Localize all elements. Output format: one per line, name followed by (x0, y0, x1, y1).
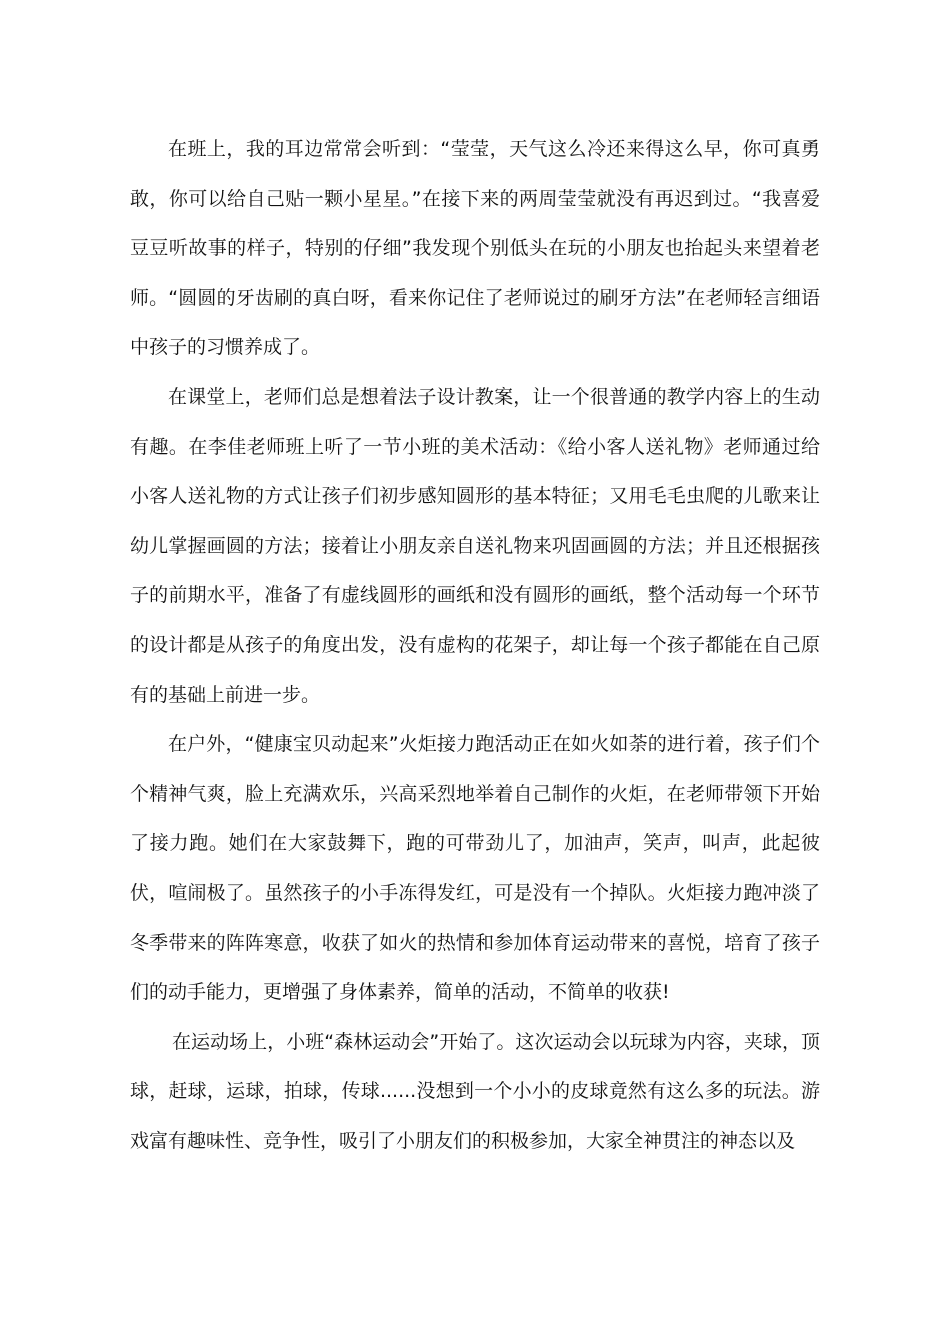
paragraph-forest-sports-meet: 在运动场上，小班“森林运动会”开始了。这次运动会以玩球为内容，夹球，顶球，赶球，运球，拍球，传球......没想到一个小小的皮球竟然有这么多的玩法。游戏富有趣味性、竞争性，吸引了小朋友们的积极参加，大家全神贯注的神态以及 (130, 1030, 820, 1152)
document-body (130, 125, 820, 1166)
paragraph-classroom-teaching: 在课堂上，老师们总是想着法子设计教案，让一个很普通的教学内容上的生动有趣。在李佳老师班上听了一节小班的美术活动：《给小客人送礼物》老师通过给小客人送礼物的方式让孩子们初步感知圆形的基本特征；又用毛毛虫爬的儿歌来让幼儿掌握画圆的方法；接着让小朋友亲自送礼物来巩固画圆的方法；并且还根据孩子的前期水平，准备了有虚线圆形的画纸和没有圆形的画纸，整个活动每一个环节的设计都是从孩子的角度出发，没有虚构的花架子，却让每一个孩子都能在自己原有的基础上前进一步。 (130, 385, 820, 706)
paragraph-outdoor-relay: 在户外，“健康宝贝动起来”火炬接力跑活动正在如火如荼的进行着，孩子们个个精神气爽，脸上充满欢乐，兴高采烈地举着自己制作的火炬，在老师带领下开始了接力跑。她们在大家鼓舞下，跑的可带劲儿了，加油声，笑声，叫声，此起彼伏，喧闹极了。虽然孩子的小手冻得发红，可是没有一个掉队。火炬接力跑冲淡了冬季带来的阵阵寒意，收获了如火的热情和参加体育运动带来的喜悦，培育了孩子们的动手能力，更增强了身体素养，简单的活动，不简单的收获! (130, 733, 820, 1004)
paragraph-class-habits: 在班上，我的耳边常常会听到：“莹莹，天气这么冷还来得这么早，你可真勇敢，你可以给自己贴一颗小星星。”在接下来的两周莹莹就没有再迟到过。“我喜爱豆豆听故事的样子，特别的仔细”我发现个别低头在玩的小朋友也抬起头来望着老师。“圆圆的牙齿刷的真白呀，看来你记住了老师说过的刷牙方法”在老师轻言细语中孩子的习惯养成了。 (130, 138, 820, 359)
